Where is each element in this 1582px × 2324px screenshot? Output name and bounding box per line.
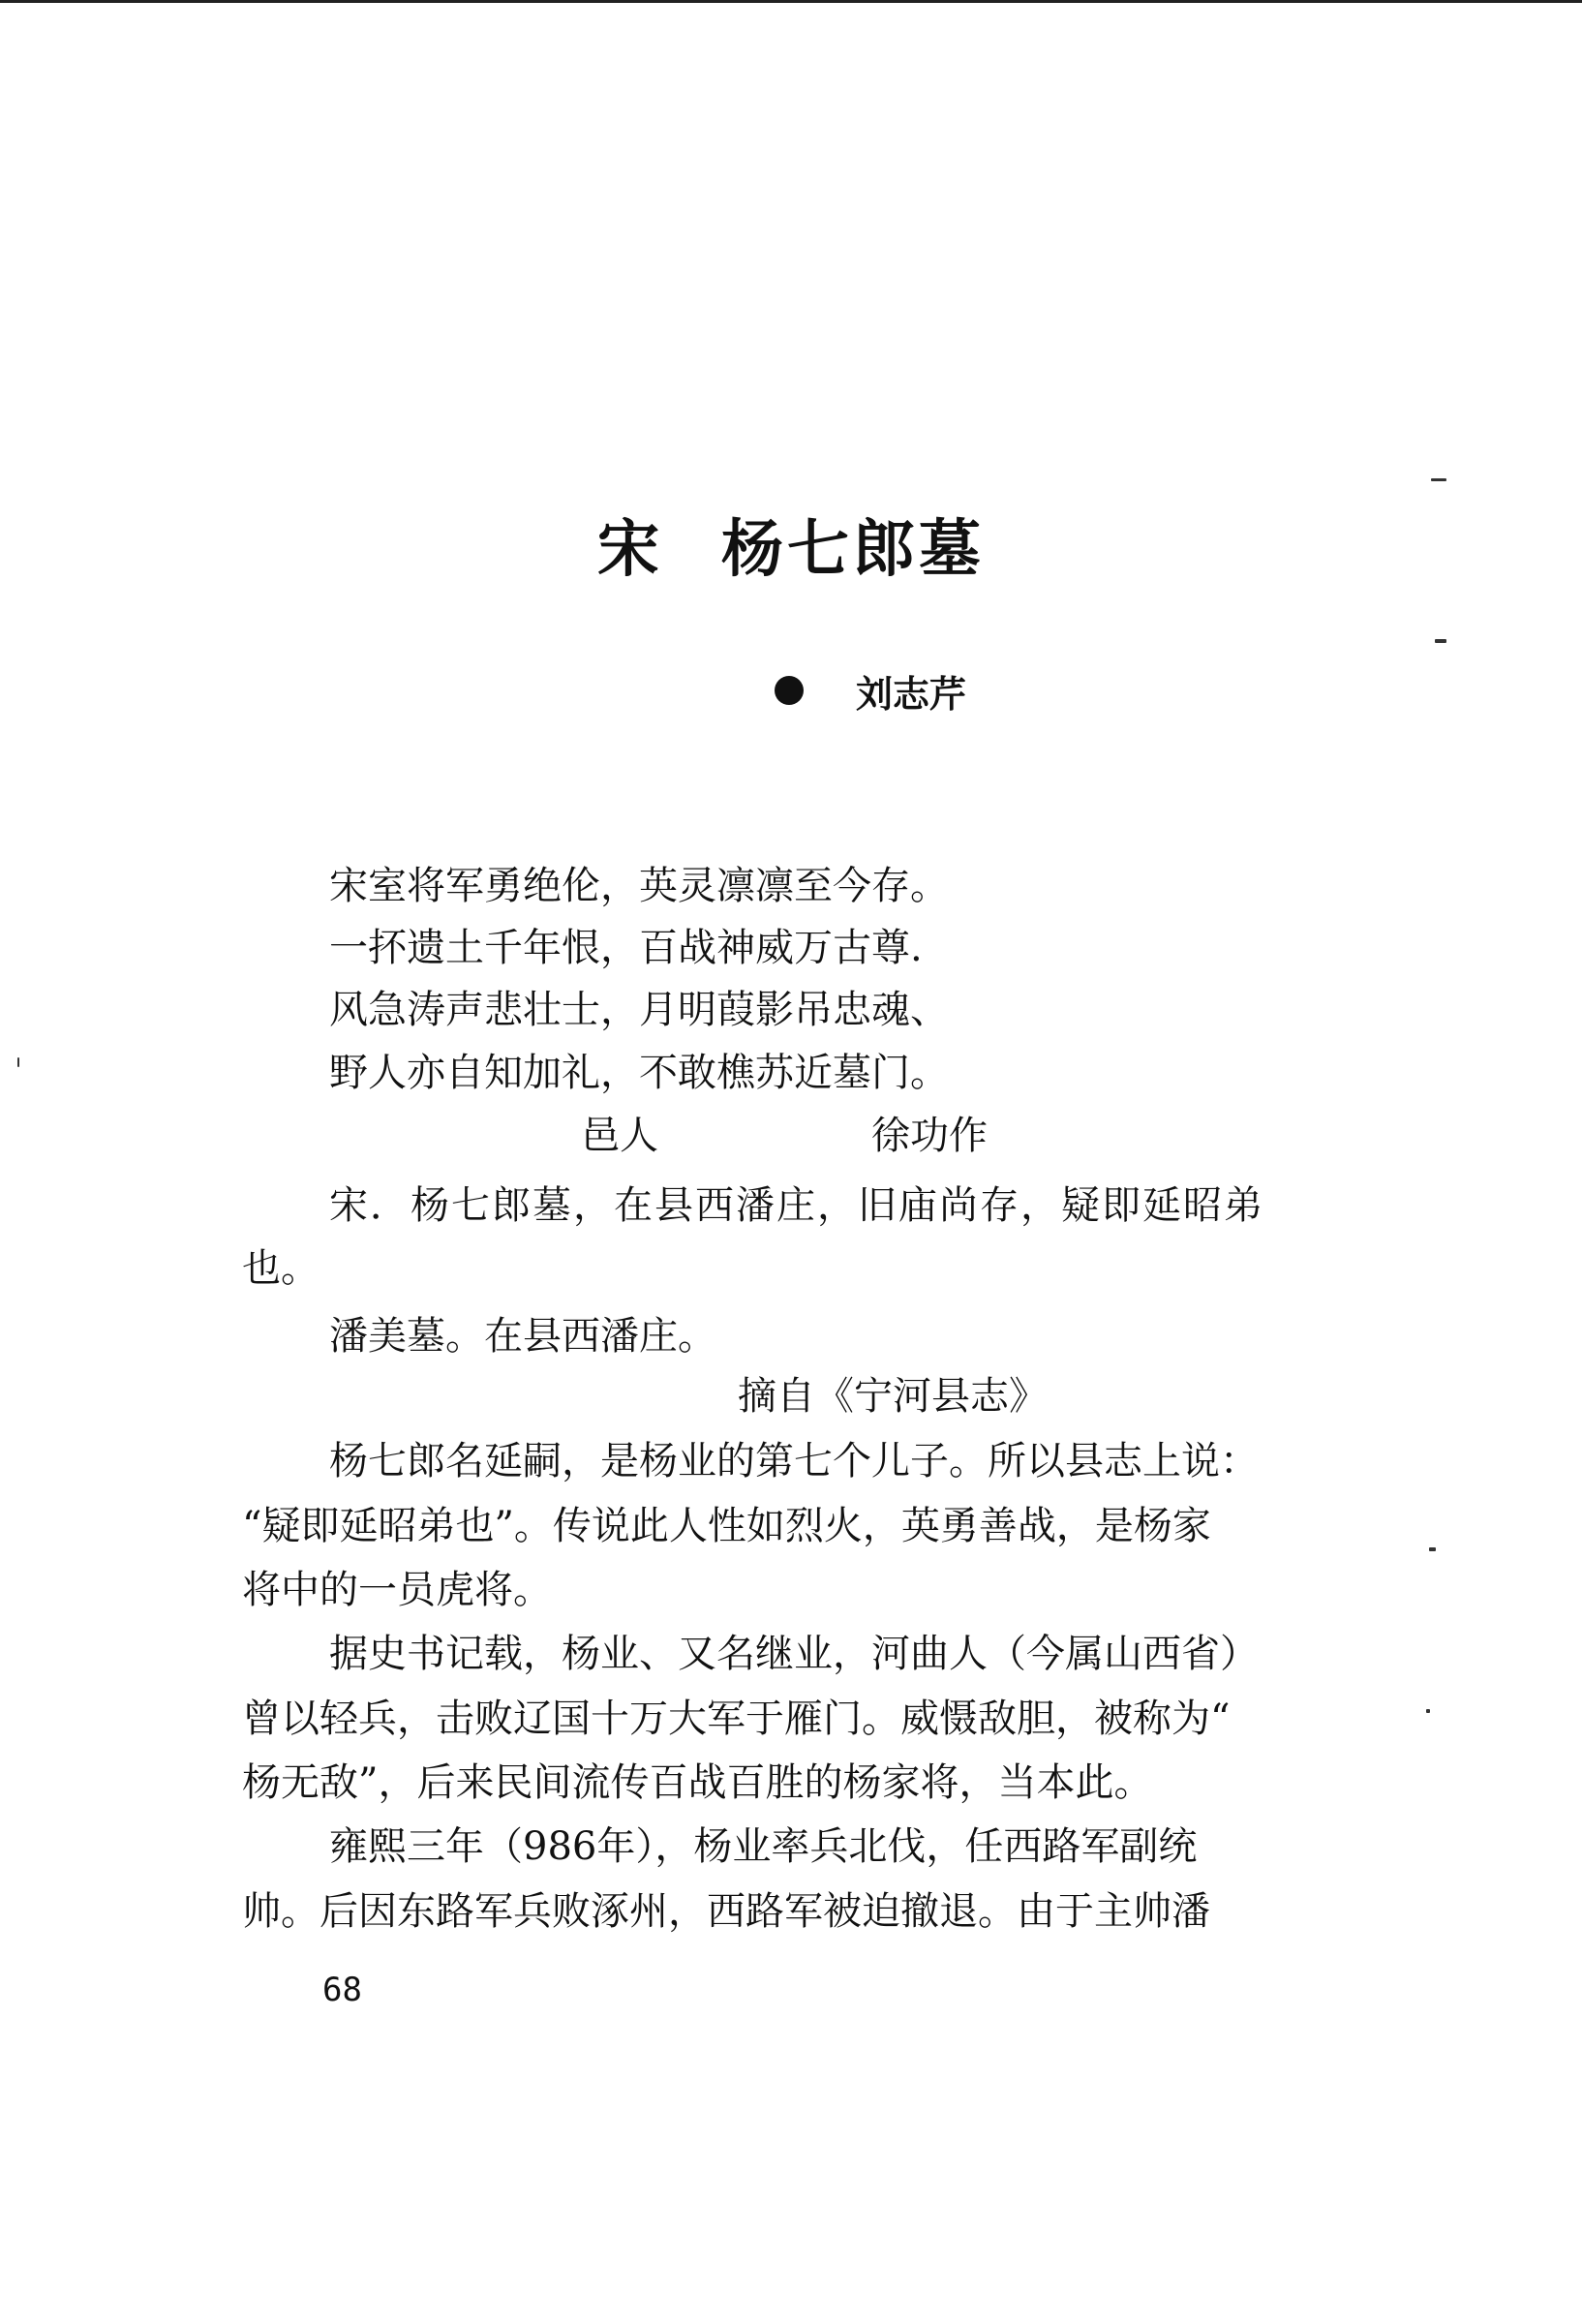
excerpt-line-2: 也。 — [242, 1246, 319, 1291]
body-para3-line1: 雍熙三年（986年），杨业率兵北伐，任西路军副统 — [329, 1824, 1198, 1869]
author-name: 刘志芹 — [856, 672, 967, 716]
scan-speck — [17, 1057, 19, 1067]
scan-speck — [1426, 1709, 1430, 1713]
title-main: 杨七郎墓 — [721, 514, 985, 586]
poem-signature-prefix: 邑人 — [581, 1114, 658, 1158]
excerpt-source: 摘自《宁河县志》 — [738, 1374, 1048, 1419]
body-para2-line3: 杨无敌”，后来民间流传百战百胜的杨家将，当本此。 — [242, 1760, 1153, 1805]
bullet-icon — [775, 676, 804, 705]
body-para1-line2: “疑即延昭弟也”。传说此人性如烈火，英勇善战，是杨家 — [242, 1504, 1211, 1548]
poem-line-3: 风急涛声悲壮士，月明葭影吊忠魂、 — [329, 988, 949, 1032]
title-dynasty: 宋 — [597, 514, 663, 586]
body-para1-line3: 将中的一员虎将。 — [242, 1568, 552, 1612]
excerpt-line-3: 潘美墓。在县西潘庄。 — [329, 1314, 716, 1359]
poem-signature-name: 徐功作 — [871, 1114, 988, 1158]
poem-line-4: 野人亦自知加礼，不敢樵苏近墓门。 — [329, 1051, 949, 1095]
excerpt-line-1: 宋．杨七郎墓，在县西潘庄，旧庙尚存，疑即延昭弟 — [329, 1183, 1264, 1228]
body-para2-line1: 据史书记载，杨业、又名继业，河曲人（今属山西省） — [329, 1632, 1259, 1676]
body-para1-line1: 杨七郎名延嗣，是杨业的第七个儿子。所以县志上说： — [329, 1439, 1259, 1483]
byline — [775, 661, 966, 719]
top-border-line — [0, 0, 1582, 3]
page-number: 68 — [322, 1971, 362, 2009]
scan-speck — [1431, 478, 1446, 481]
scan-speck — [1429, 1547, 1436, 1551]
body-para3-line2: 帅。后因东路军兵败涿州，西路军被迫撤退。由于主帅潘 — [242, 1889, 1210, 1934]
scan-speck — [1435, 639, 1446, 643]
body-para2-line2: 曾以轻兵，击败辽国十万大军于雁门。威慑敌胆，被称为“ — [242, 1697, 1231, 1741]
poem-line-2: 一抔遗土千年恨，百战神威万古尊. — [329, 926, 923, 970]
poem-line-1: 宋室将军勇绝伦，英灵凛凛至今存。 — [329, 864, 949, 908]
article-title — [0, 511, 1582, 589]
